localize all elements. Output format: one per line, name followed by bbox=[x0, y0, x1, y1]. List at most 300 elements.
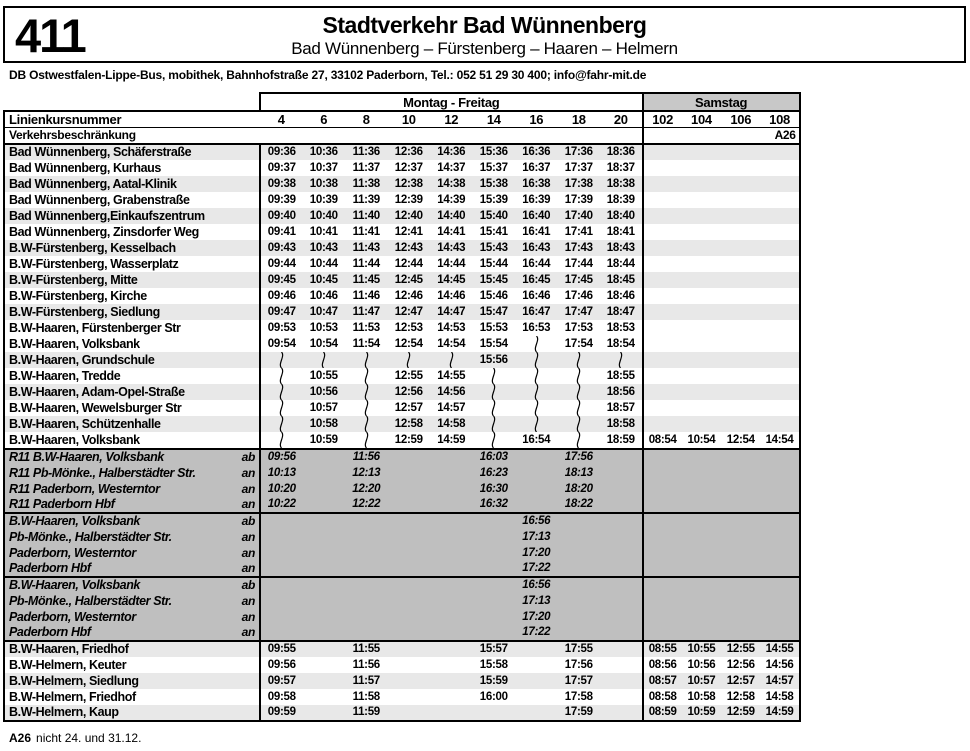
timetable-row bbox=[4, 192, 800, 208]
header-box bbox=[3, 6, 966, 63]
station-cell: Paderborn, Westerntor bbox=[4, 609, 222, 625]
time-cell: 11:41 bbox=[345, 224, 388, 240]
empty-cell bbox=[643, 304, 682, 320]
empty-cell bbox=[303, 705, 346, 721]
empty-cell bbox=[643, 561, 682, 577]
time-cell: 14:58 bbox=[760, 689, 799, 705]
empty-cell bbox=[515, 657, 558, 673]
empty-cell bbox=[721, 224, 760, 240]
time-cell: 17:38 bbox=[558, 176, 601, 192]
empty-cell bbox=[600, 705, 643, 721]
time-cell: 12:44 bbox=[388, 256, 431, 272]
empty-cell bbox=[760, 256, 799, 272]
time-cell: 10:46 bbox=[303, 288, 346, 304]
empty-cell bbox=[515, 449, 558, 465]
timetable-row bbox=[4, 384, 800, 400]
empty-cell bbox=[345, 513, 388, 529]
time-cell: 10:54 bbox=[682, 432, 721, 449]
time-cell: 15:53 bbox=[473, 320, 516, 336]
skip-cell bbox=[558, 416, 601, 432]
time-cell: 12:38 bbox=[388, 176, 431, 192]
empty-cell bbox=[430, 497, 473, 513]
empty-cell bbox=[430, 705, 473, 721]
time-cell: 14:39 bbox=[430, 192, 473, 208]
station-cell: B.W-Helmern, Keuter bbox=[4, 657, 222, 673]
station-cell: R11 B.W-Haaren, Volksbank bbox=[4, 449, 222, 465]
skip-cell bbox=[345, 416, 388, 432]
time-cell: 11:40 bbox=[345, 208, 388, 224]
time-cell: 09:36 bbox=[260, 144, 303, 160]
empty-cell bbox=[643, 176, 682, 192]
empty-cell bbox=[430, 673, 473, 689]
course-number-cell: 6 bbox=[303, 111, 346, 128]
skip-cell bbox=[260, 400, 303, 416]
empty-cell bbox=[682, 336, 721, 352]
empty-cell bbox=[760, 224, 799, 240]
arrival-departure-tag: an bbox=[222, 545, 260, 561]
time-cell: 15:40 bbox=[473, 208, 516, 224]
arrival-departure-tag: an bbox=[222, 561, 260, 577]
time-cell: 17:22 bbox=[515, 625, 558, 641]
timetable-row bbox=[4, 577, 800, 593]
time-cell: 10:38 bbox=[303, 176, 346, 192]
empty-cell bbox=[303, 641, 346, 657]
time-cell: 17:56 bbox=[558, 657, 601, 673]
station-cell: B.W-Haaren, Schützenhalle bbox=[4, 416, 222, 432]
time-cell: 15:54 bbox=[473, 336, 516, 352]
empty-cell bbox=[473, 705, 516, 721]
station-cell: Bad Wünnenberg, Zinsdorfer Weg bbox=[4, 224, 222, 240]
time-cell: 10:54 bbox=[303, 336, 346, 352]
wavy-skip-icon bbox=[489, 400, 498, 416]
wavy-skip-icon bbox=[574, 432, 583, 448]
time-cell: 10:36 bbox=[303, 144, 346, 160]
course-number-cell: 10 bbox=[388, 111, 431, 128]
wavy-skip-icon bbox=[447, 352, 456, 368]
time-cell: 09:44 bbox=[260, 256, 303, 272]
station-cell: B.W-Fürstenberg, Wasserplatz bbox=[4, 256, 222, 272]
empty-cell bbox=[721, 513, 760, 529]
skip-cell bbox=[345, 384, 388, 400]
station-cell: B.W-Haaren, Volksbank bbox=[4, 513, 222, 529]
empty-cell bbox=[558, 561, 601, 577]
arrival-departure-tag bbox=[222, 224, 260, 240]
time-cell: 09:58 bbox=[260, 689, 303, 705]
empty-cell bbox=[600, 577, 643, 593]
empty-cell bbox=[558, 625, 601, 641]
time-cell: 15:59 bbox=[473, 673, 516, 689]
empty-cell bbox=[473, 577, 516, 593]
arrival-departure-tag bbox=[222, 432, 260, 449]
arrival-departure-tag bbox=[222, 352, 260, 368]
empty-cell bbox=[682, 160, 721, 176]
empty-cell bbox=[388, 593, 431, 609]
empty-cell bbox=[430, 561, 473, 577]
empty-cell bbox=[682, 577, 721, 593]
time-cell: 12:20 bbox=[345, 481, 388, 497]
time-cell: 11:58 bbox=[345, 689, 388, 705]
empty-cell bbox=[600, 625, 643, 641]
arrival-departure-tag: an bbox=[222, 481, 260, 497]
time-cell: 10:58 bbox=[303, 416, 346, 432]
restriction-cell bbox=[682, 128, 721, 144]
empty-cell bbox=[760, 545, 799, 561]
empty-cell bbox=[600, 465, 643, 481]
empty-cell bbox=[682, 529, 721, 545]
empty-cell bbox=[682, 609, 721, 625]
wavy-skip-icon bbox=[362, 416, 371, 432]
empty-cell bbox=[430, 641, 473, 657]
arrival-departure-tag bbox=[222, 689, 260, 705]
empty-cell bbox=[388, 689, 431, 705]
empty-cell bbox=[643, 224, 682, 240]
empty-cell bbox=[643, 352, 682, 368]
time-cell: 12:36 bbox=[388, 144, 431, 160]
empty-cell bbox=[682, 449, 721, 465]
empty-cell bbox=[558, 577, 601, 593]
arrival-departure-tag bbox=[222, 288, 260, 304]
time-cell: 18:57 bbox=[600, 400, 643, 416]
time-cell: 18:43 bbox=[600, 240, 643, 256]
empty-cell bbox=[473, 593, 516, 609]
empty-cell bbox=[303, 481, 346, 497]
empty-cell bbox=[682, 192, 721, 208]
skip-cell bbox=[473, 432, 516, 449]
time-cell: 12:58 bbox=[721, 689, 760, 705]
time-cell: 12:55 bbox=[388, 368, 431, 384]
time-cell: 12:57 bbox=[388, 400, 431, 416]
time-cell: 12:54 bbox=[388, 336, 431, 352]
time-cell: 15:47 bbox=[473, 304, 516, 320]
timetable-row bbox=[4, 689, 800, 705]
time-cell: 14:40 bbox=[430, 208, 473, 224]
time-cell: 15:36 bbox=[473, 144, 516, 160]
empty-cell bbox=[721, 416, 760, 432]
timetable-row bbox=[4, 593, 800, 609]
empty-cell bbox=[643, 336, 682, 352]
empty-cell bbox=[345, 609, 388, 625]
station-cell: Bad Wünnenberg, Aatal-Klinik bbox=[4, 176, 222, 192]
time-cell: 10:47 bbox=[303, 304, 346, 320]
operator-info: DB Ostwestfalen-Lippe-Bus, mobithek, Bahnhofstraße 27, 33102 Paderborn, Tel.: 052 51 29 30 400; info@fahr-mit.de bbox=[9, 68, 647, 82]
time-cell: 09:37 bbox=[260, 160, 303, 176]
time-cell: 14:47 bbox=[430, 304, 473, 320]
time-cell: 12:59 bbox=[721, 705, 760, 721]
time-cell: 12:22 bbox=[345, 497, 388, 513]
time-cell: 16:41 bbox=[515, 224, 558, 240]
empty-cell bbox=[721, 593, 760, 609]
empty-cell bbox=[682, 272, 721, 288]
empty-cell bbox=[303, 657, 346, 673]
timetable-row bbox=[4, 352, 800, 368]
time-cell: 16:56 bbox=[515, 513, 558, 529]
empty-cell bbox=[260, 545, 303, 561]
time-cell: 12:58 bbox=[388, 416, 431, 432]
skip-cell bbox=[303, 352, 346, 368]
empty-cell bbox=[682, 561, 721, 577]
time-cell: 14:44 bbox=[430, 256, 473, 272]
time-cell: 09:53 bbox=[260, 320, 303, 336]
timetable-row bbox=[4, 641, 800, 657]
time-cell: 18:45 bbox=[600, 272, 643, 288]
empty-cell bbox=[682, 465, 721, 481]
arrival-departure-tag: an bbox=[222, 465, 260, 481]
empty-cell bbox=[682, 545, 721, 561]
empty-cell bbox=[721, 240, 760, 256]
empty-cell bbox=[388, 673, 431, 689]
empty-cell bbox=[260, 529, 303, 545]
empty-cell bbox=[430, 577, 473, 593]
wavy-skip-icon bbox=[532, 352, 541, 368]
time-cell: 14:54 bbox=[430, 336, 473, 352]
timetable-row bbox=[4, 208, 800, 224]
wavy-skip-icon bbox=[532, 400, 541, 416]
empty-cell bbox=[721, 400, 760, 416]
arrival-departure-tag bbox=[222, 176, 260, 192]
empty-cell bbox=[682, 368, 721, 384]
footnote-text: nicht 24. und 31.12. bbox=[36, 730, 142, 745]
time-cell: 15:43 bbox=[473, 240, 516, 256]
empty-cell bbox=[430, 609, 473, 625]
empty-cell bbox=[473, 545, 516, 561]
empty-cell bbox=[430, 657, 473, 673]
time-cell: 08:55 bbox=[643, 641, 682, 657]
wavy-skip-icon bbox=[277, 384, 286, 400]
empty-cell bbox=[760, 240, 799, 256]
time-cell: 11:37 bbox=[345, 160, 388, 176]
empty-cell bbox=[721, 336, 760, 352]
station-cell: B.W-Haaren, Grundschule bbox=[4, 352, 222, 368]
time-cell: 14:58 bbox=[430, 416, 473, 432]
time-cell: 09:55 bbox=[260, 641, 303, 657]
empty-cell bbox=[721, 144, 760, 160]
empty-cell bbox=[643, 449, 682, 465]
restriction-cell bbox=[721, 128, 760, 144]
time-cell: 15:56 bbox=[473, 352, 516, 368]
course-number-row bbox=[4, 111, 800, 128]
empty-cell bbox=[303, 609, 346, 625]
restriction-cell bbox=[558, 128, 601, 144]
skip-cell bbox=[558, 384, 601, 400]
skip-cell bbox=[473, 368, 516, 384]
time-cell: 12:56 bbox=[388, 384, 431, 400]
empty-cell bbox=[643, 272, 682, 288]
time-cell: 10:57 bbox=[682, 673, 721, 689]
skip-cell bbox=[558, 432, 601, 449]
time-cell: 10:59 bbox=[682, 705, 721, 721]
empty-cell bbox=[388, 705, 431, 721]
arrival-departure-tag bbox=[222, 416, 260, 432]
station-cell: Bad Wünnenberg, Kurhaus bbox=[4, 160, 222, 176]
empty-cell bbox=[721, 545, 760, 561]
time-cell: 18:13 bbox=[558, 465, 601, 481]
empty-cell bbox=[345, 593, 388, 609]
time-cell: 14:54 bbox=[760, 432, 799, 449]
station-cell: B.W-Haaren, Tredde bbox=[4, 368, 222, 384]
empty-cell bbox=[682, 384, 721, 400]
empty-cell bbox=[643, 208, 682, 224]
time-cell: 09:43 bbox=[260, 240, 303, 256]
skip-cell bbox=[260, 384, 303, 400]
empty-cell bbox=[388, 577, 431, 593]
time-cell: 14:43 bbox=[430, 240, 473, 256]
skip-cell bbox=[260, 416, 303, 432]
empty-cell bbox=[473, 561, 516, 577]
timetable-row bbox=[4, 545, 800, 561]
empty-cell bbox=[760, 304, 799, 320]
arrival-departure-tag bbox=[222, 144, 260, 160]
empty-cell bbox=[600, 481, 643, 497]
empty-cell bbox=[643, 545, 682, 561]
empty-cell bbox=[600, 673, 643, 689]
empty-cell bbox=[600, 545, 643, 561]
timetable-row bbox=[4, 176, 800, 192]
station-cell: B.W-Fürstenberg, Mitte bbox=[4, 272, 222, 288]
empty-cell bbox=[760, 529, 799, 545]
time-cell: 08:56 bbox=[643, 657, 682, 673]
arrival-departure-tag: ab bbox=[222, 577, 260, 593]
time-cell: 08:58 bbox=[643, 689, 682, 705]
time-cell: 10:56 bbox=[303, 384, 346, 400]
empty-cell bbox=[682, 144, 721, 160]
empty-cell bbox=[303, 625, 346, 641]
empty-cell bbox=[303, 513, 346, 529]
wavy-skip-icon bbox=[532, 384, 541, 400]
time-cell: 09:56 bbox=[260, 449, 303, 465]
arrival-departure-tag bbox=[222, 304, 260, 320]
empty-cell bbox=[721, 288, 760, 304]
empty-cell bbox=[760, 593, 799, 609]
time-cell: 12:39 bbox=[388, 192, 431, 208]
wavy-skip-icon bbox=[277, 432, 286, 448]
empty-cell bbox=[760, 288, 799, 304]
empty-cell bbox=[721, 352, 760, 368]
station-cell: R11 Pb-Mönke., Halberstädter Str. bbox=[4, 465, 222, 481]
time-cell: 17:46 bbox=[558, 288, 601, 304]
empty-cell bbox=[643, 529, 682, 545]
arrival-departure-tag: an bbox=[222, 593, 260, 609]
empty-cell bbox=[682, 352, 721, 368]
time-cell: 17:39 bbox=[558, 192, 601, 208]
empty-cell bbox=[721, 497, 760, 513]
time-cell: 18:44 bbox=[600, 256, 643, 272]
arrival-departure-tag bbox=[222, 192, 260, 208]
time-cell: 16:54 bbox=[515, 432, 558, 449]
time-cell: 12:54 bbox=[721, 432, 760, 449]
timetable-row bbox=[4, 657, 800, 673]
station-cell: Paderborn Hbf bbox=[4, 625, 222, 641]
wavy-skip-icon bbox=[277, 352, 286, 368]
wavy-skip-icon bbox=[574, 384, 583, 400]
time-cell: 14:38 bbox=[430, 176, 473, 192]
empty-cell bbox=[760, 481, 799, 497]
restriction-cell bbox=[515, 128, 558, 144]
page-subtitle: Bad Wünnenberg – Fürstenberg – Haaren – Helmern bbox=[291, 39, 678, 58]
empty-cell bbox=[682, 288, 721, 304]
wavy-skip-icon bbox=[489, 384, 498, 400]
empty-cell bbox=[345, 561, 388, 577]
empty-cell bbox=[643, 400, 682, 416]
empty-cell bbox=[643, 625, 682, 641]
time-cell: 11:36 bbox=[345, 144, 388, 160]
timetable bbox=[3, 92, 801, 722]
time-cell: 17:45 bbox=[558, 272, 601, 288]
arrival-departure-tag bbox=[222, 641, 260, 657]
empty-cell bbox=[643, 320, 682, 336]
wavy-skip-icon bbox=[574, 368, 583, 384]
empty-cell bbox=[303, 497, 346, 513]
empty-cell bbox=[515, 497, 558, 513]
timetable-row bbox=[4, 561, 800, 577]
time-cell: 08:57 bbox=[643, 673, 682, 689]
empty-cell bbox=[345, 545, 388, 561]
station-cell: Pb-Mönke., Halberstädter Str. bbox=[4, 529, 222, 545]
time-cell: 14:53 bbox=[430, 320, 473, 336]
time-cell: 16:53 bbox=[515, 320, 558, 336]
time-cell: 09:41 bbox=[260, 224, 303, 240]
empty-cell bbox=[388, 465, 431, 481]
time-cell: 17:55 bbox=[558, 641, 601, 657]
footnote bbox=[9, 731, 966, 745]
empty-cell bbox=[388, 625, 431, 641]
timetable-row bbox=[4, 256, 800, 272]
arrival-departure-tag: an bbox=[222, 497, 260, 513]
timetable-row bbox=[4, 144, 800, 160]
time-cell: 18:46 bbox=[600, 288, 643, 304]
time-cell: 12:13 bbox=[345, 465, 388, 481]
time-cell: 12:40 bbox=[388, 208, 431, 224]
time-cell: 09:57 bbox=[260, 673, 303, 689]
skip-cell bbox=[473, 416, 516, 432]
empty-cell bbox=[345, 625, 388, 641]
time-cell: 17:13 bbox=[515, 529, 558, 545]
empty-cell bbox=[643, 593, 682, 609]
empty-cell bbox=[682, 224, 721, 240]
time-cell: 17:56 bbox=[558, 449, 601, 465]
time-cell: 18:39 bbox=[600, 192, 643, 208]
empty-cell bbox=[600, 513, 643, 529]
skip-cell bbox=[558, 352, 601, 368]
empty-cell bbox=[430, 481, 473, 497]
time-cell: 11:57 bbox=[345, 673, 388, 689]
time-cell: 08:54 bbox=[643, 432, 682, 449]
wavy-skip-icon bbox=[277, 368, 286, 384]
skip-cell bbox=[260, 368, 303, 384]
empty-cell bbox=[430, 465, 473, 481]
time-cell: 17:44 bbox=[558, 256, 601, 272]
restriction-cell bbox=[430, 128, 473, 144]
empty-cell bbox=[388, 513, 431, 529]
time-cell: 12:53 bbox=[388, 320, 431, 336]
station-cell: B.W-Haaren, Fürstenberger Str bbox=[4, 320, 222, 336]
time-cell: 18:38 bbox=[600, 176, 643, 192]
empty-cell bbox=[600, 609, 643, 625]
restriction-cell: A26 bbox=[760, 128, 799, 144]
wavy-skip-icon bbox=[532, 416, 541, 432]
empty-cell bbox=[682, 256, 721, 272]
empty-cell bbox=[643, 368, 682, 384]
timetable-row bbox=[4, 416, 800, 432]
empty-cell bbox=[760, 208, 799, 224]
time-cell: 17:59 bbox=[558, 705, 601, 721]
station-cell: B.W-Fürstenberg, Kesselbach bbox=[4, 240, 222, 256]
time-cell: 12:47 bbox=[388, 304, 431, 320]
station-cell: B.W-Haaren, Volksbank bbox=[4, 432, 222, 449]
empty-cell bbox=[558, 545, 601, 561]
station-cell: B.W-Helmern, Siedlung bbox=[4, 673, 222, 689]
time-cell: 12:55 bbox=[721, 641, 760, 657]
time-cell: 10:43 bbox=[303, 240, 346, 256]
